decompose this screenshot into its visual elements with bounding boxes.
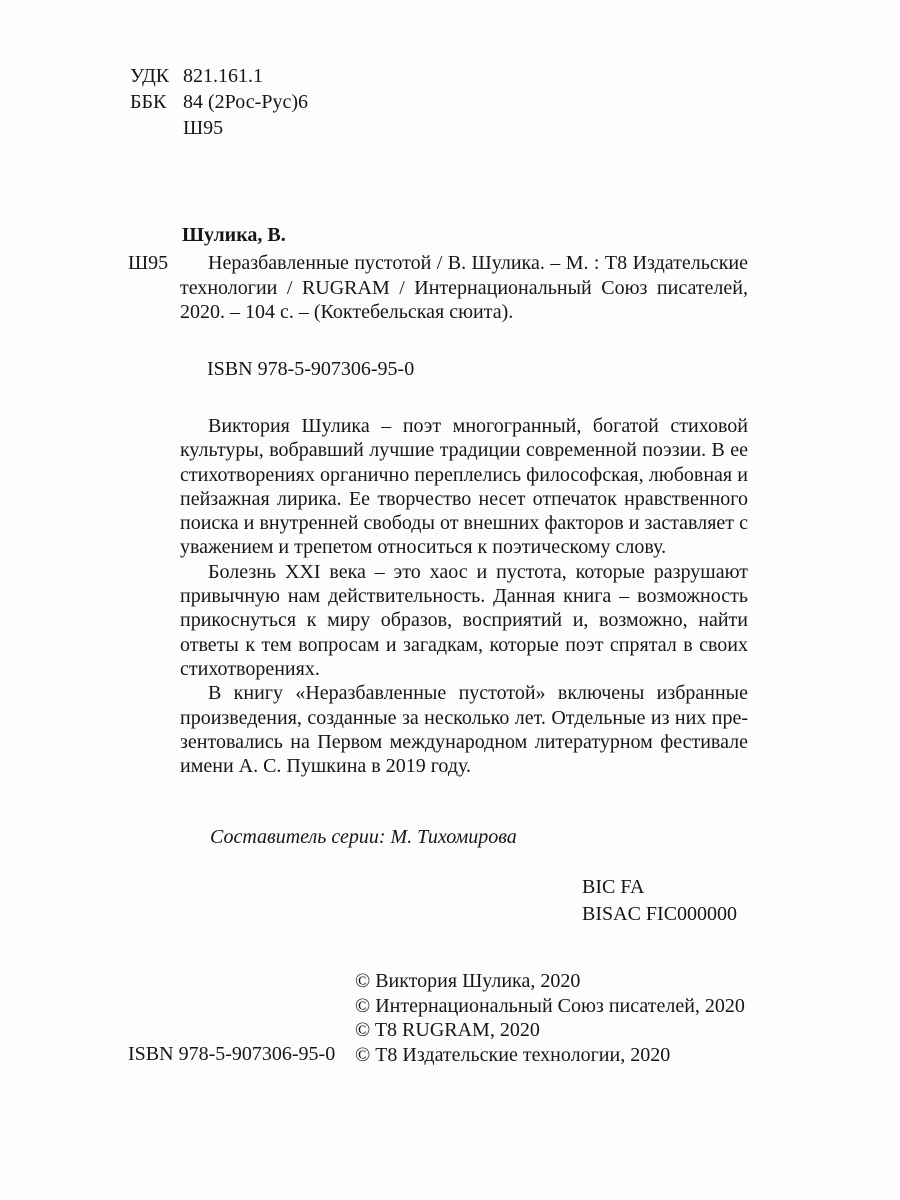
annotation-paragraph: Болезнь XXI века – это хаос и пустота, которые разрушают привычную нам действительность. Данная книга – возможность прикоснуться к миру образов, восприятий и, возможно, найти ответы к тем вопросам и загадкам, которые поэт спрятал в своих стихотворениях. (180, 560, 748, 680)
author-sign-spacer (130, 115, 183, 141)
copyright-block (355, 969, 745, 1067)
bisac-code: BISAC FIC000000 (582, 903, 738, 925)
annotation-paragraph: В книгу «Неразбавленные пустотой» включены избранные произведения, созданные за несколько лет. Отдельные из них презентовались на Первом международном литературном фестивале имени А. С. Пушкина в 2019 году. (180, 682, 748, 778)
annotation-block (180, 414, 748, 778)
bib-entry-code: Ш95 (128, 252, 169, 274)
bbk-row (130, 89, 308, 115)
bbk-label: ББК (130, 91, 167, 113)
annotation-paragraph: Виктория Шулика – поэт многогранный, богатой стиховой культуры, вобравший лучшие традиции современной поэзии. В ее стихотворениях органично переплелись философская, любовная и пейзажная лирика. Ее творчество несет отпечаток нравственного поиска и внутренней свободы от внешних факторов и заставляет с уважением и трепетом относиться к поэтическому слову. (180, 415, 748, 559)
classification-block (582, 874, 737, 928)
udk-value: 821.161.1 (183, 65, 263, 87)
bib-entry (128, 251, 748, 325)
author-sign-row (130, 115, 308, 141)
isbn-top: ISBN 978-5-907306-95-0 (207, 358, 415, 380)
udk-label: УДК (130, 65, 170, 87)
author-sign: Ш95 (183, 117, 224, 139)
bib-entry-text: Неразбавленные пустотой / В. Шулика. – М. : Т8 Издательские технологии / RUGRAM / Интернациональный Союз писателей, 2020. – 104 с. – (Коктебельская сюита). (180, 252, 748, 323)
isbn-bottom: ISBN 978-5-907306-95-0 (128, 1043, 336, 1065)
bic-code: BIC FA (582, 876, 645, 898)
catalog-codes-block (130, 63, 308, 141)
bbk-value: 84 (2Рос-Рус)6 (183, 91, 308, 113)
copyright-line: © Т8 Издательские технологии, 2020 (355, 1043, 671, 1066)
series-compiler: Составитель серии: М. Тихомирова (210, 826, 517, 848)
udk-row (130, 63, 308, 89)
copyright-line: © Виктория Шулика, 2020 (355, 970, 581, 992)
copyright-line: © Интернациональный Союз писателей, 2020 (355, 994, 745, 1017)
copyright-line: © T8 RUGRAM, 2020 (355, 1019, 540, 1041)
bib-author-heading: Шулика, В. (182, 224, 286, 246)
